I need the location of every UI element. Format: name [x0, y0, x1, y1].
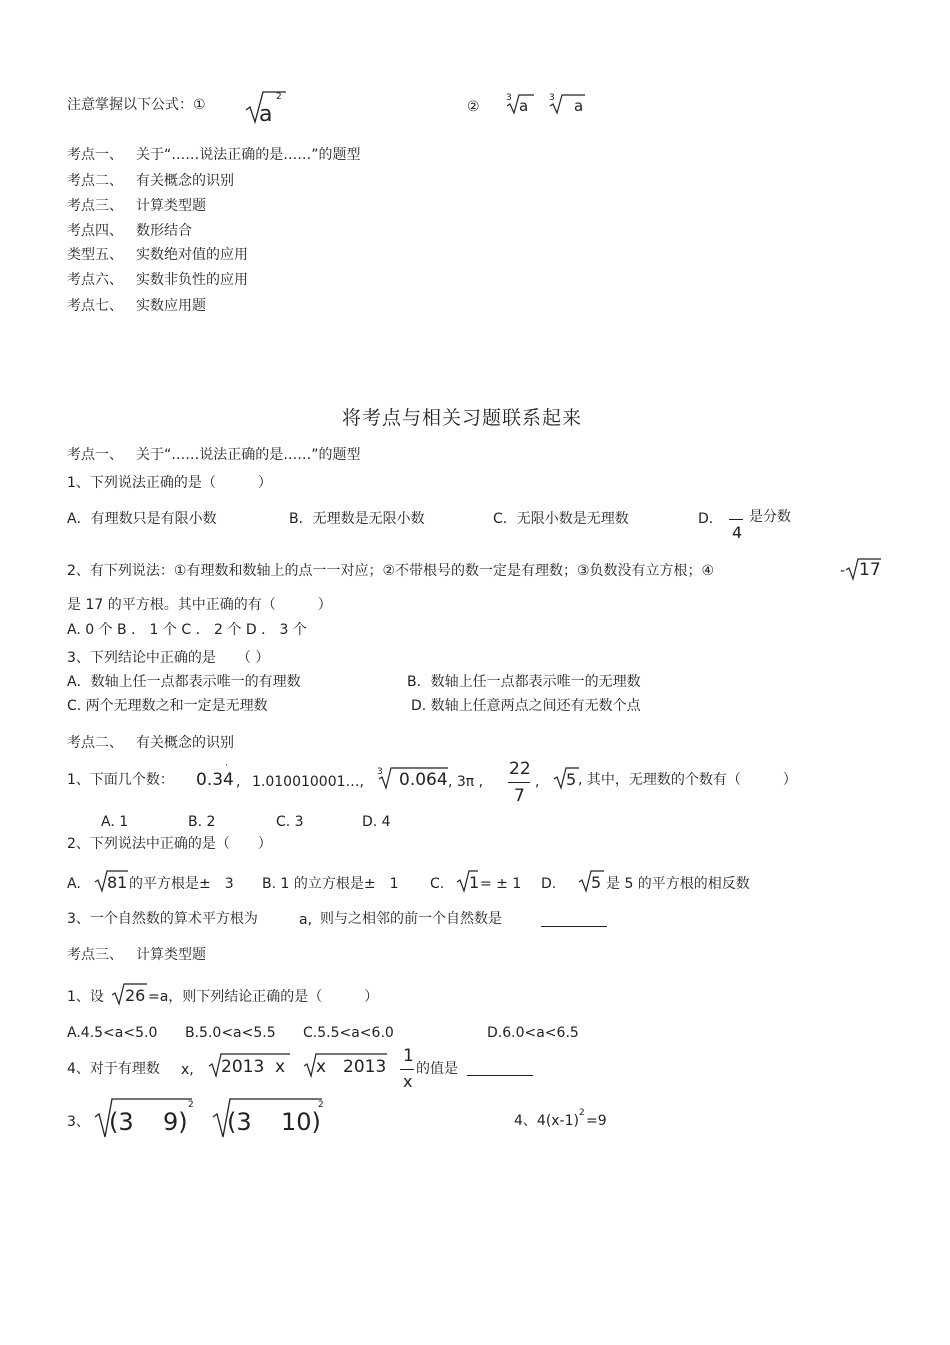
radicand: 9)	[163, 1108, 188, 1136]
outline-text: 关于“……说法正确的是……”的题型	[136, 147, 361, 163]
option-b: B．无理数是无限小数	[289, 511, 425, 527]
separator: ,	[535, 774, 540, 790]
equation-right: =9	[586, 1113, 607, 1129]
question-stem: 2、下列说法中正确的是（ ）	[67, 836, 272, 852]
option-d: D.6.0<a<6.5	[487, 1025, 579, 1041]
question-tail: , 其中，无理数的个数有（ ）	[578, 772, 797, 788]
question-tail: 的值是	[416, 1061, 458, 1077]
radicand: x	[316, 1057, 327, 1077]
radicand: (3	[227, 1108, 252, 1136]
variable: x,	[181, 1062, 194, 1078]
outline-text: 实数绝对值的应用	[136, 247, 248, 263]
fraction-denominator: x	[403, 1072, 413, 1091]
separator: ,	[236, 774, 241, 790]
option-b: B. 2	[188, 814, 216, 830]
formula1-exponent: 2	[276, 92, 282, 102]
option-a: A.4.5<a<5.0	[67, 1025, 158, 1041]
question-stem: 1、下列说法正确的是（ ）	[67, 475, 272, 491]
answer-blank[interactable]	[467, 1075, 533, 1076]
formula1-base: a	[259, 102, 273, 127]
answer-blank[interactable]	[541, 926, 607, 927]
fraction-bar	[508, 782, 530, 783]
option-c: C. 两个无理数之和一定是无理数	[67, 698, 268, 714]
fraction-denominator: 4	[732, 523, 743, 542]
question-label: 3、	[67, 1114, 90, 1130]
radicand: x	[275, 1057, 286, 1077]
section-heading: 有关概念的识别	[136, 735, 234, 751]
option-c: C.5.5<a<6.0	[303, 1025, 394, 1041]
outline-text: 实数非负性的应用	[136, 272, 248, 288]
section-heading-num: 考点三、	[67, 947, 123, 963]
section-heading-num: 考点二、	[67, 735, 123, 751]
option-d-tail: 是分数	[749, 509, 791, 525]
outline-num: 考点一、	[67, 147, 123, 163]
outline-text: 实数应用题	[136, 298, 206, 314]
radicand: 17	[859, 560, 881, 580]
radicand: 5	[566, 770, 577, 789]
radicand: 10)	[281, 1108, 321, 1136]
circle-two: ②	[467, 99, 480, 115]
exponent: 2	[318, 1100, 324, 1110]
option-d: D. 4	[362, 814, 391, 830]
outline-num: 考点六、	[67, 272, 123, 288]
radicand: 5	[591, 873, 602, 892]
option-d: D. 数轴上任意两点之间还有无数个点	[411, 698, 641, 714]
fraction-denominator: 7	[514, 786, 525, 806]
exponent: 2	[579, 1108, 585, 1118]
section-heading: 计算类型题	[136, 947, 206, 963]
page-title: 将考点与相关习题联系起来	[342, 407, 583, 429]
outline-text: 数形结合	[136, 223, 192, 239]
formula3-index: 3	[549, 93, 555, 103]
question-stem: 1、下面几个数：	[67, 772, 174, 788]
number-0-34: 0.34	[196, 770, 234, 790]
root-index: 3	[377, 767, 383, 777]
outline-num: 考点二、	[67, 173, 123, 189]
outline-num: 考点三、	[67, 198, 123, 214]
option-a: A．数轴上任一点都表示唯一的有理数	[67, 674, 301, 690]
option-c: C．无限小数是无理数	[493, 511, 629, 527]
option-d-label: D．	[698, 511, 723, 527]
option-c: C. 3	[276, 814, 304, 830]
outline-num: 考点七、	[67, 298, 123, 314]
number-0-064: 0.064	[399, 770, 448, 790]
fraction-bar	[729, 519, 743, 520]
section-heading-num: 考点一、	[67, 447, 123, 463]
question-stem: 2、有下列说法：①有理数和数轴上的点一一对应；②不带根号的数一定是有理数；③负数没有立方根；④	[67, 563, 715, 579]
minus-sign: -	[840, 563, 846, 579]
formula2-index: 3	[506, 93, 512, 103]
repeating-dot: ·	[225, 761, 228, 771]
radicand: 1	[469, 873, 480, 892]
option-a: A. 1	[101, 814, 129, 830]
question-stem: 3、下列结论中正确的是 （ ）	[67, 650, 270, 666]
radicand: 26	[125, 986, 146, 1005]
option-c-tail: = ± 1	[480, 876, 522, 892]
fraction-numerator: 1	[403, 1046, 414, 1066]
fraction-bar	[400, 1069, 414, 1070]
intro-prefix: 注意掌握以下公式：①	[67, 97, 206, 113]
option-a-label: A.	[67, 876, 81, 892]
exponent: 2	[188, 1100, 194, 1110]
question-stem: 3、一个自然数的算术平方根为	[67, 911, 258, 927]
number-3pi: , 3π ,	[448, 774, 484, 790]
formula3-base: a	[574, 97, 584, 115]
outline-text: 有关概念的识别	[136, 173, 234, 189]
question-prefix: 4、对于有理数	[67, 1061, 160, 1077]
option-b: B．数轴上任一点都表示唯一的无理数	[407, 674, 641, 690]
option-a: A．有理数只是有限小数	[67, 511, 217, 527]
section-heading: 关于“……说法正确的是……”的题型	[136, 447, 361, 463]
equation-left: 4、4(x-1)	[514, 1113, 579, 1129]
number-1-010010001: 1.010010001…,	[252, 774, 364, 790]
radicand: 81	[107, 873, 128, 892]
outline-text: 计算类型题	[136, 198, 206, 214]
options-row: A. 0 个 B ． 1 个 C ． 2 个 D ． 3 个	[67, 622, 307, 638]
question-tail: 则与之相邻的前一个自然数是	[320, 911, 502, 927]
option-d-tail: 是 5 的平方根的相反数	[606, 876, 750, 892]
question-line: 是 17 的平方根。其中正确的有（ ）	[67, 597, 332, 613]
outline-num: 考点四、	[67, 223, 123, 239]
formula2-base: a	[519, 97, 529, 115]
option-b: B. 1 的立方根是± 1	[262, 876, 399, 892]
option-a-tail: 的平方根是± 3	[129, 876, 234, 892]
option-c-label: C.	[430, 876, 445, 892]
fraction-numerator: 22	[509, 759, 531, 779]
radicand: (3	[109, 1108, 134, 1136]
option-d-label: D.	[541, 876, 557, 892]
radicand: 2013	[221, 1057, 265, 1077]
outline-num: 类型五、	[67, 247, 123, 263]
question-prefix: 1、设	[67, 989, 104, 1005]
variable: a,	[299, 912, 313, 928]
option-b: B.5.0<a<5.5	[185, 1025, 276, 1041]
question-tail: =a，则下列结论正确的是（ ）	[148, 989, 379, 1005]
radicand: 2013	[343, 1057, 387, 1077]
